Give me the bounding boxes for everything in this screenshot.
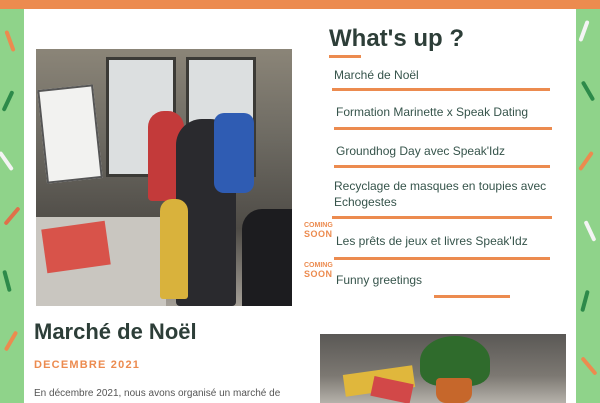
coming-label: COMING [304,262,333,269]
photo-plant-table [320,334,566,403]
news-item-funny-greetings[interactable]: Funny greetings [336,273,423,287]
news-divider [332,216,552,219]
confetti-decoration [584,220,597,242]
news-item-groundhog-day[interactable]: Groundhog Day avec Speak'Idz [336,144,506,158]
photo-pot [436,378,472,403]
news-item-marche-de-noel[interactable]: Marché de Noël [334,68,419,82]
soon-label: SOON [304,269,333,279]
coming-label: COMING [304,222,333,229]
photo-cards [41,221,111,273]
confetti-decoration [578,20,589,42]
confetti-decoration [2,90,15,112]
news-divider [332,88,550,91]
confetti-decoration [578,151,594,171]
coming-soon-badge [304,222,336,238]
whats-up-title: What's up ? [329,25,465,52]
confetti-decoration [581,80,595,101]
photo-backpack [214,113,254,193]
confetti-decoration [4,30,15,52]
news-divider [434,295,510,298]
article-date: DECEMBRE 2021 [34,359,141,371]
news-divider [334,257,550,260]
confetti-decoration [4,330,18,351]
article-title: Marché de Noël [34,319,197,344]
article-body: En décembre 2021, nous avons organisé un marché de [34,388,281,399]
photo-child [160,199,188,299]
photo-person [242,209,292,306]
news-divider [334,127,552,130]
confetti-decoration [580,356,597,375]
news-item-prets-jeux[interactable]: Les prêts de jeux et livres Speak'Idz [336,234,528,248]
title-underline [329,55,361,58]
photo-whiteboard [37,84,103,183]
confetti-decoration [2,270,12,292]
soon-label: SOON [304,229,333,239]
coming-soon-badge [304,262,336,278]
photo-christmas-market [36,49,292,306]
news-divider [334,165,550,168]
confetti-decoration [0,151,14,171]
news-item-recyclage-masques[interactable]: Recyclage de masques en toupies avec Echogestes [334,179,547,209]
top-accent-bar [0,0,600,9]
confetti-decoration [3,206,20,225]
confetti-decoration [580,290,590,312]
newsletter-card [24,9,576,403]
news-item-formation-marinette[interactable]: Formation Marinette x Speak Dating [336,105,529,119]
